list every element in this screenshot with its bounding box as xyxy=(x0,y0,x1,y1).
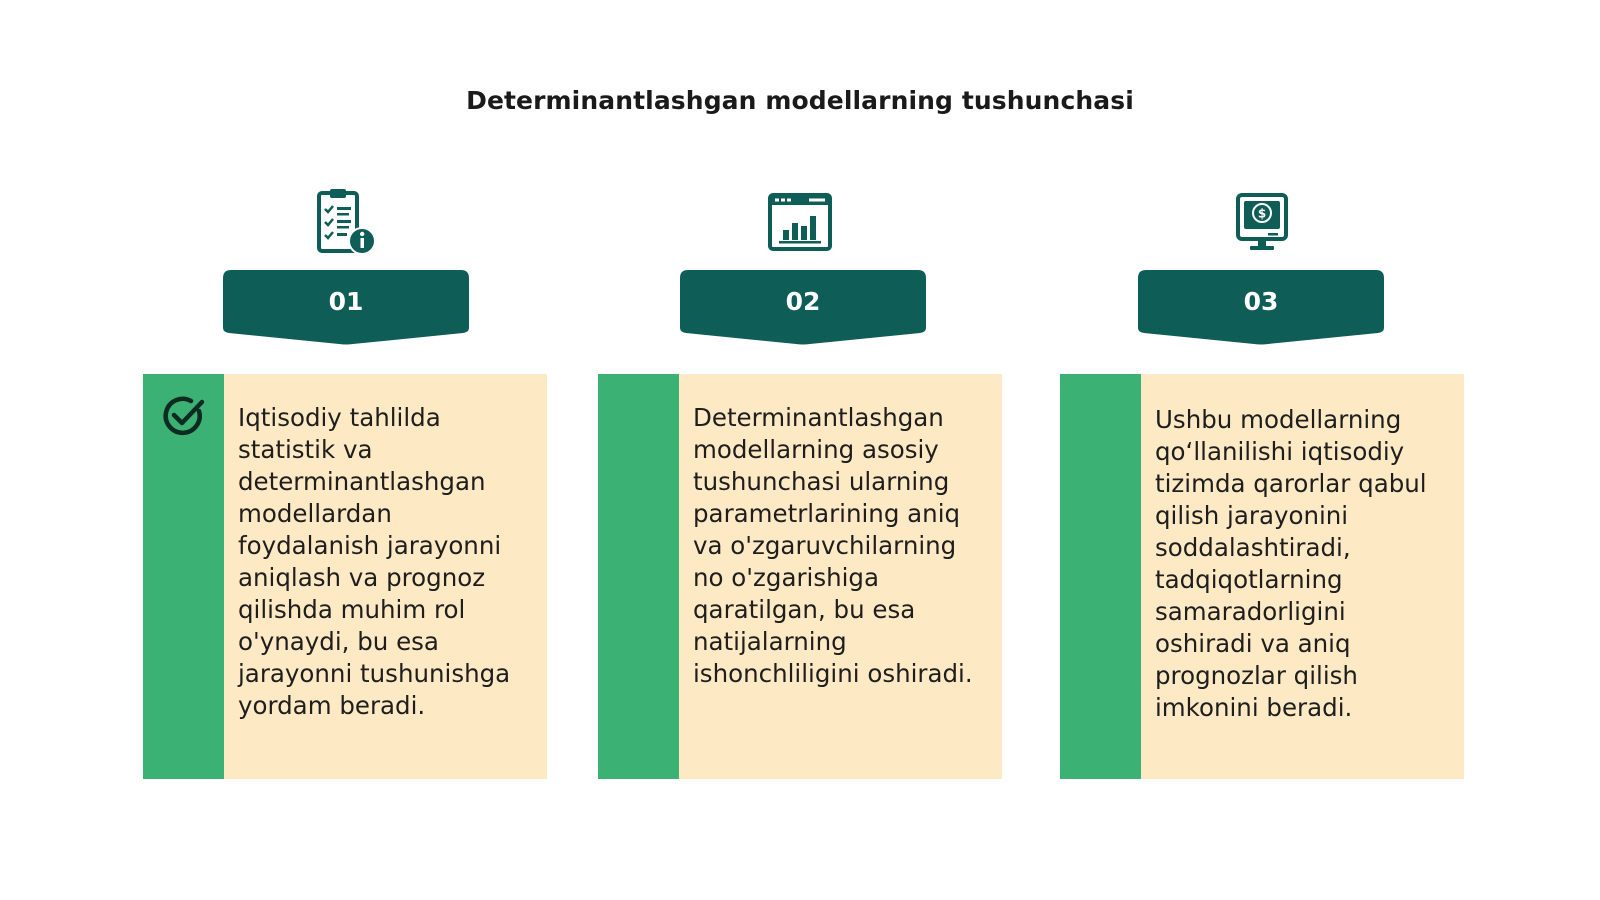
page-title: Determinantlashgan modellarning tushunchasi xyxy=(466,86,1134,115)
step-number: 02 xyxy=(785,286,821,316)
card-accent-bar xyxy=(598,374,679,779)
bar-chart-window-icon xyxy=(765,186,835,258)
step-text: Determinantlashgan modellarning asosiy tushunchasi ularning parametrlarining aniq va o'zgaruvchilarning no o'zgarishiga qaratilgan, bu esa natijalarning ishonchliligini oshiradi. xyxy=(679,374,1002,779)
step-column-2 xyxy=(598,0,1002,900)
step-column-3 xyxy=(1060,0,1464,900)
step-column-1 xyxy=(143,0,547,900)
step-text: Ushbu modellarning qo‘llanilishi iqtisodiy tizimda qarorlar qabul qilish jarayonini soddalashtiradi, tadqiqotlarning samaradorligini oshiradi va aniq prognozlar qilish imkonini beradi. xyxy=(1141,374,1464,779)
step-card-2 xyxy=(598,374,1002,779)
step-text: Iqtisodiy tahlilda statistik va determinantlashgan modellardan foydalanish jarayonni aniqlash va prognoz qilishda muhim rol o'ynaydi, bu esa jarayonni tushunishga yordam beradi. xyxy=(224,374,547,779)
clipboard-checklist-info-icon xyxy=(310,186,380,258)
step-card-1 xyxy=(143,374,547,779)
card-accent-bar xyxy=(1060,374,1141,779)
step-number: 03 xyxy=(1243,286,1279,316)
svg-text:$: $ xyxy=(1257,206,1267,221)
step-banner-2 xyxy=(680,270,926,346)
step-number: 01 xyxy=(328,286,364,316)
step-banner-3 xyxy=(1138,270,1384,346)
check-circle-icon xyxy=(161,393,207,439)
step-banner-1 xyxy=(223,270,469,346)
step-card-3 xyxy=(1060,374,1464,779)
dollar-monitor-icon xyxy=(1227,186,1297,258)
card-accent-bar xyxy=(143,374,224,779)
